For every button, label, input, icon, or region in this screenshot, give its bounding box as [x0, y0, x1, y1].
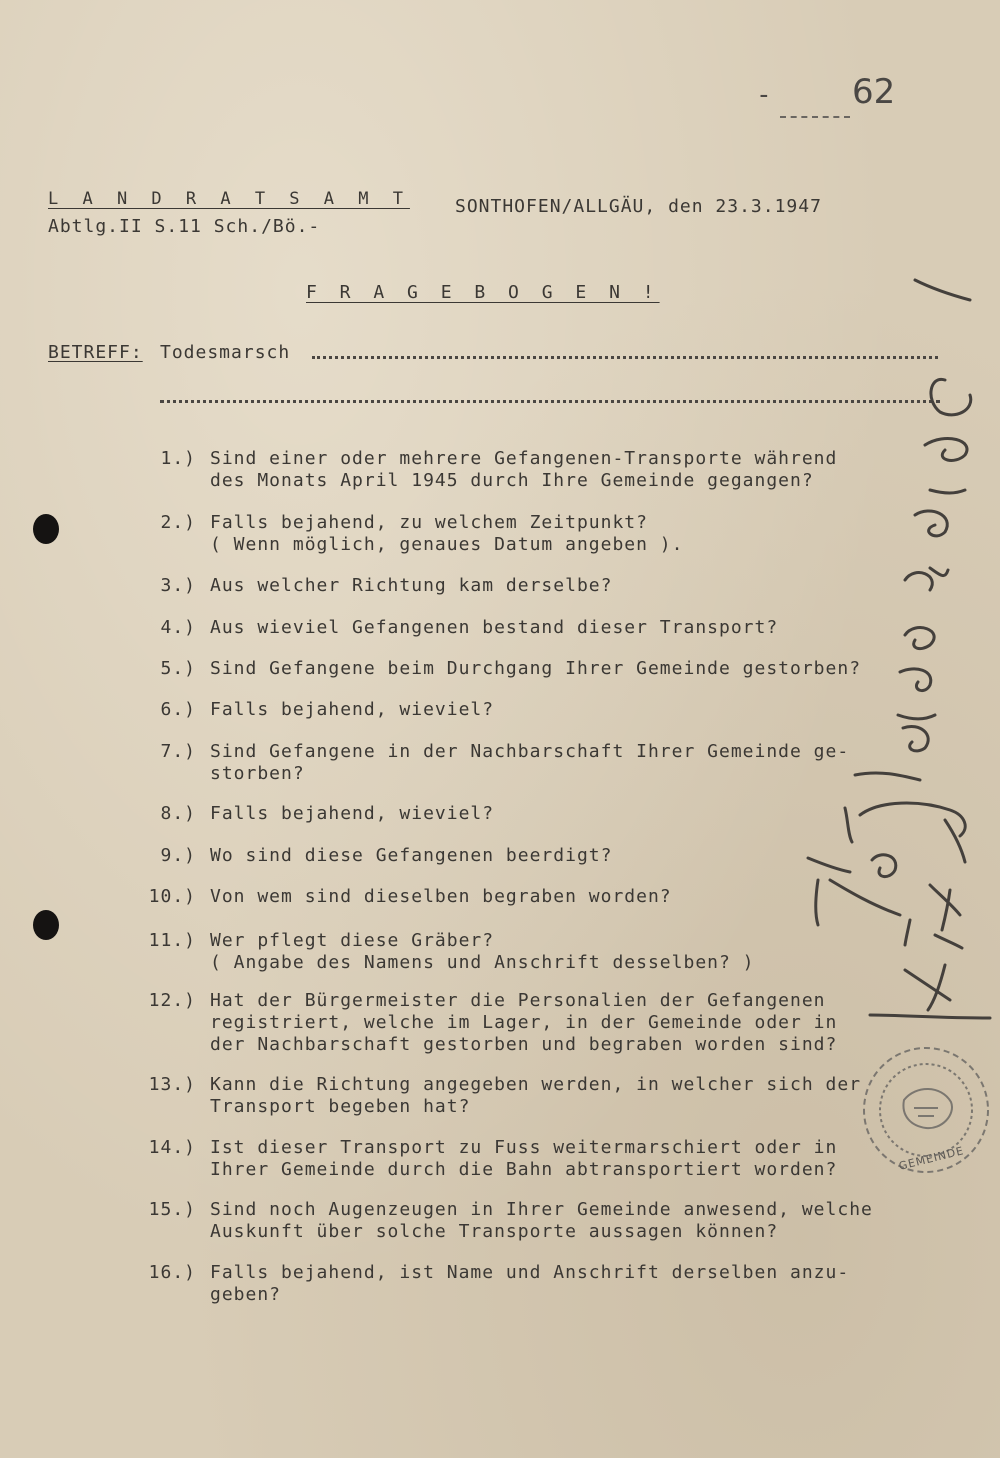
question-number: 9.)	[160, 845, 196, 866]
question-number: 1.)	[160, 448, 196, 469]
question-number: 2.)	[160, 512, 196, 533]
question-number: 8.)	[160, 803, 196, 824]
question-text: Aus wieviel Gefangenen bestand dieser Transport?	[210, 617, 779, 638]
pencil-annotation-strokes	[808, 280, 990, 1018]
question-number: 5.)	[160, 658, 196, 679]
office-reference: Abtlg.II S.11 Sch./Bö.-	[48, 216, 321, 237]
question-text: Falls bejahend, wieviel?	[210, 803, 495, 824]
municipal-stamp	[846, 1030, 996, 1180]
question-text: Ist dieser Transport zu Fuss weitermarschiert oder in Ihrer Gemeinde durch die Bahn abtransportiert worden?	[210, 1137, 838, 1180]
question-text: Wer pflegt diese Gräber? ( Angabe des Namens und Anschrift desselben? )	[210, 930, 755, 973]
question-text: Kann die Richtung angegeben werden, in welcher sich der Transport begeben hat?	[210, 1074, 862, 1117]
question-number: 4.)	[160, 617, 196, 638]
question-number: 11.)	[148, 930, 196, 951]
subject-label: BETREFF:	[48, 342, 143, 363]
question-text: Sind Gefangene beim Durchgang Ihrer Gemeinde gestorben?	[210, 658, 862, 679]
question-text: Wo sind diese Gefangenen beerdigt?	[210, 845, 613, 866]
page-number-dash: -	[756, 80, 772, 110]
question-text: Falls bejahend, ist Name und Anschrift derselben anzu- geben?	[210, 1262, 850, 1305]
question-text: Sind noch Augenzeugen in Ihrer Gemeinde anwesend, welche Auskunft über solche Transporte aussagen können?	[210, 1199, 873, 1242]
question-number: 16.)	[148, 1262, 196, 1283]
question-number: 13.)	[148, 1074, 196, 1095]
question-text: Hat der Bürgermeister die Personalien der Gefangenen registriert, welche im Lager, in der Gemeinde oder in der Nachbarschaft gestorben und begraben worden sind?	[210, 990, 838, 1055]
stamp-text: GEMEINDE	[897, 1144, 966, 1173]
question-number: 12.)	[148, 990, 196, 1011]
question-text: Von wem sind dieselben begraben worden?	[210, 886, 672, 907]
subject-value: Todesmarsch	[160, 342, 291, 363]
question-text: Sind einer oder mehrere Gefangenen-Transporte während des Monats April 1945 durch Ihre Gemeinde gegangen?	[210, 448, 838, 491]
question-text: Falls bejahend, wieviel?	[210, 699, 495, 720]
page-number: 62	[852, 72, 896, 112]
place-date: SONTHOFEN/ALLGÄU, den 23.3.1947	[455, 196, 822, 217]
question-number: 14.)	[148, 1137, 196, 1158]
question-number: 10.)	[148, 886, 196, 907]
question-number: 15.)	[148, 1199, 196, 1220]
question-number: 6.)	[160, 699, 196, 720]
form-title: F R A G E B O G E N !	[306, 282, 660, 303]
question-number: 7.)	[160, 741, 196, 762]
question-text: Falls bejahend, zu welchem Zeitpunkt? ( Wenn möglich, genaues Datum angeben ).	[210, 512, 684, 555]
question-text: Sind Gefangene in der Nachbarschaft Ihrer Gemeinde ge- storben?	[210, 741, 850, 784]
office-title: L A N D R A T S A M T	[48, 189, 410, 209]
question-number: 3.)	[160, 575, 196, 596]
question-text: Aus welcher Richtung kam derselbe?	[210, 575, 613, 596]
